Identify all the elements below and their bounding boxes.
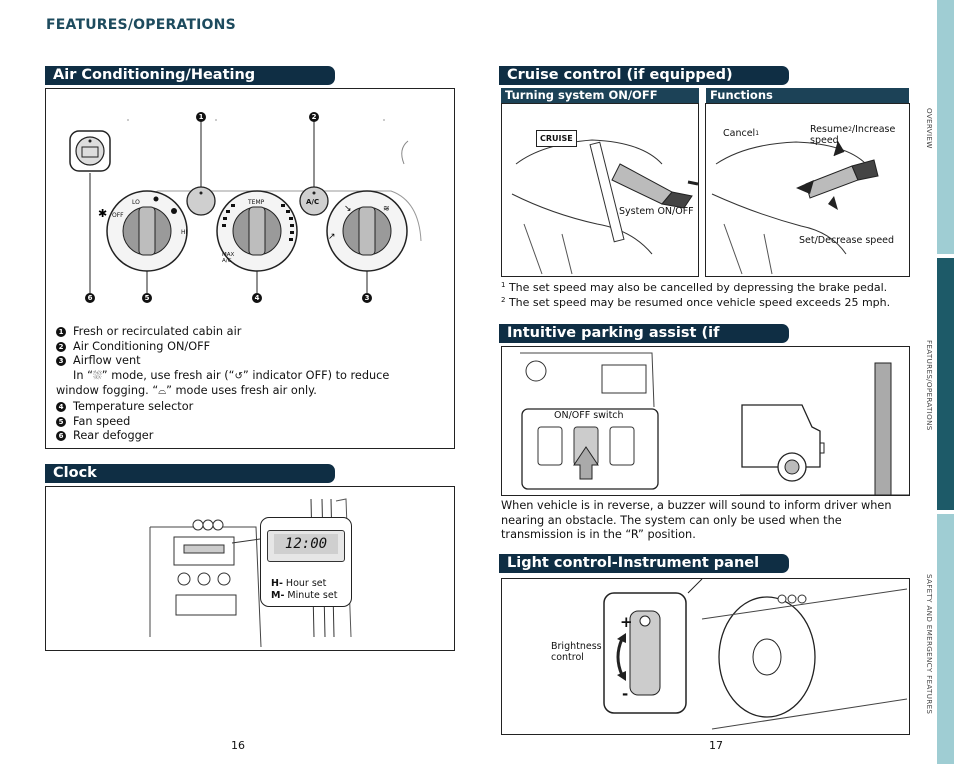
minus-sign: -: [622, 685, 629, 703]
tab-safety[interactable]: [937, 514, 954, 764]
windshield-icon: ⌓: [158, 386, 167, 398]
list-item: 1 Fresh or recirculated cabin air: [56, 325, 426, 340]
cruise-turning-box: [501, 103, 699, 277]
plus-sign: +: [620, 613, 633, 631]
set-decrease-label: Set/Decrease speed: [799, 235, 895, 246]
parking-section-title: Intuitive parking assist (if: [499, 324, 789, 343]
page-header: FEATURES/OPERATIONS: [46, 17, 236, 33]
lo-label: LO: [132, 199, 140, 206]
resume-increase-label: Resume$^2$/Increase speed: [810, 124, 896, 146]
clock-box: [45, 486, 455, 651]
clock-display: 12:00: [274, 534, 338, 554]
steering-wheel-illustration: [502, 104, 698, 276]
sidebar-features-label: FEATURES/OPERATIONS: [925, 340, 934, 431]
turning-subtitle: Turning system ON/OFF: [501, 88, 699, 103]
parking-assist-box: [501, 346, 910, 496]
sidebar-overview-label: OVERVIEW: [925, 108, 934, 149]
callout-2: 2: [309, 112, 319, 122]
airflow-knob: [327, 191, 407, 271]
svg-text:≋: ≋: [383, 204, 390, 213]
callout-4: 4: [252, 293, 262, 303]
max-label: MAX: [222, 252, 235, 258]
airflow-note: In “⛆” mode, use fresh air (“↺” indicator OFF) to reduce window fogging. “⌓” mode uses fresh air only.: [56, 368, 390, 398]
callout-1: 1: [196, 112, 206, 122]
minute-set-label: M- Minute set: [271, 590, 338, 601]
page-number-right: 17: [709, 739, 723, 752]
dashboard-illustration: [46, 487, 454, 650]
svg-text:↗: ↗: [328, 232, 336, 242]
hour-set-label: H- Hour set: [271, 578, 327, 589]
hi-label: HI: [181, 229, 188, 236]
footnote-1: $^1$ The set speed may also be cancelled by depressing the brake pedal.: [501, 281, 888, 294]
tab-overview[interactable]: [937, 0, 954, 254]
light-control-box: [501, 578, 910, 735]
tab-features-operations[interactable]: [937, 258, 954, 510]
cruise-badge: CRUISE: [536, 130, 577, 147]
cruise-section-title: Cruise control (if equipped): [499, 66, 789, 85]
sidebar-safety-label: SAFETY AND EMERGENCY FEATURES: [925, 574, 934, 715]
list-item: 3 Airflow vent: [56, 354, 426, 369]
cruise-functions-box: [705, 103, 910, 277]
ac-section-title: Air Conditioning/Heating: [45, 66, 335, 85]
max-ac-label: A/C: [222, 258, 232, 264]
cancel-label: Cancel$^1$: [723, 128, 760, 139]
parking-description: When vehicle is in reverse, a buzzer will sound to inform driver when nearing an obstacle. The system can only be used when the transmission is in the “R” position.: [501, 499, 892, 542]
svg-text:✱: ✱: [98, 207, 108, 220]
clock-display-bezel: [267, 530, 345, 562]
parking-switch-label: ON/OFF switch: [554, 410, 624, 421]
off-label: OFF: [112, 212, 124, 219]
recirculate-icon: ↺: [234, 370, 243, 382]
footnote-2: $^2$ The set speed may be resumed once vehicle speed exceeds 25 mph.: [501, 296, 891, 309]
list-item: 4 Temperature selector: [56, 400, 426, 415]
fan-speed-knob: [107, 191, 187, 271]
callout-5: 5: [142, 293, 152, 303]
svg-text:↘: ↘: [344, 204, 352, 214]
brightness-label: Brightness control: [551, 641, 602, 663]
clock-section-title: Clock: [45, 464, 335, 483]
ac-legend-list: [56, 325, 426, 444]
light-section-title: Light control-Instrument panel: [499, 554, 789, 573]
ac-button-label: A/C: [306, 198, 320, 206]
list-item: 5 Fan speed: [56, 415, 426, 430]
functions-subtitle: Functions: [706, 88, 909, 103]
list-item: 2 Air Conditioning ON/OFF: [56, 340, 426, 355]
callout-3: 3: [362, 293, 372, 303]
temp-label: TEMP: [248, 199, 265, 206]
system-on-off-label: System ON/OFF: [619, 206, 694, 217]
clock-callout: [260, 517, 352, 607]
callout-6: 6: [85, 293, 95, 303]
page-number-left: 16: [231, 739, 245, 752]
defrost-icon: ⛆: [92, 368, 102, 382]
parking-illustration: [502, 347, 909, 495]
list-item: 6 Rear defogger: [56, 429, 426, 444]
